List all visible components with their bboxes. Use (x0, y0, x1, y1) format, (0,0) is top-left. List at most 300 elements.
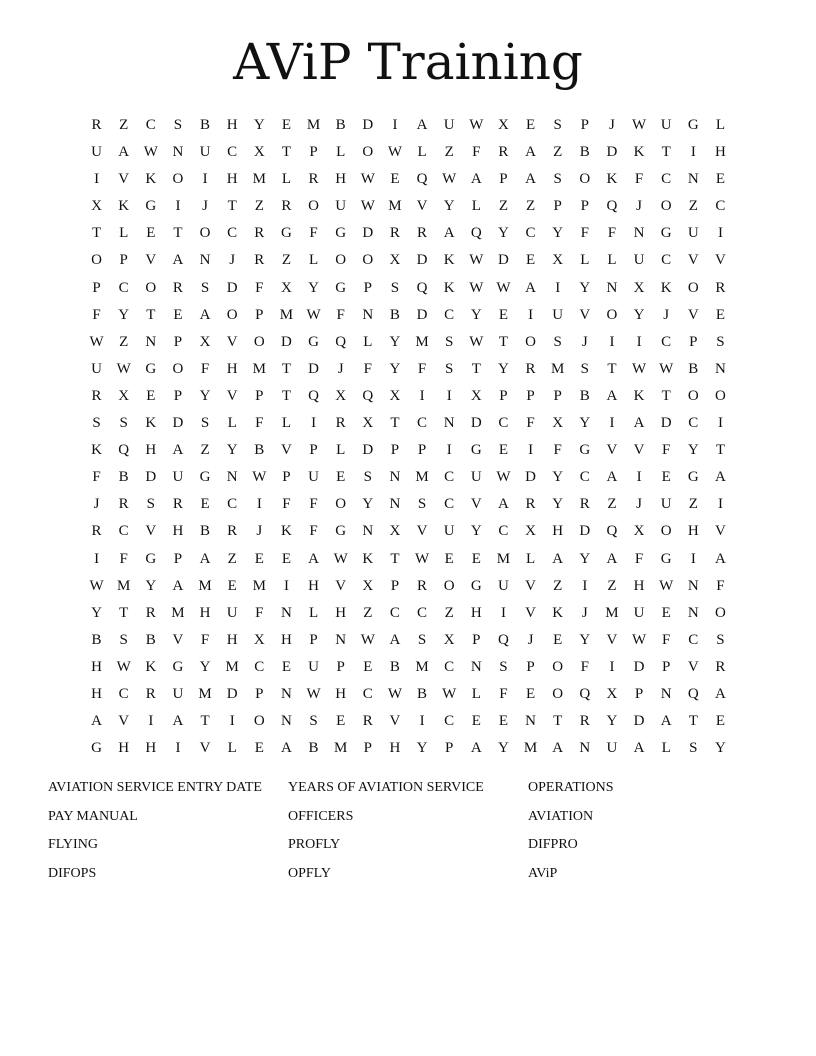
grid-cell: P (119, 252, 128, 269)
grid-cell: A (660, 713, 672, 730)
grid-cell: G (335, 523, 347, 540)
grid-cell: I (175, 198, 181, 215)
grid-cell: Y (253, 117, 265, 133)
grid-cell: Y (308, 279, 319, 296)
grid-cell: W (116, 360, 131, 377)
grid-cell: W (659, 577, 674, 594)
grid-cell: R (417, 225, 428, 242)
grid-cell: V (199, 740, 211, 757)
grid-cell: O (91, 252, 102, 269)
grid-row (83, 735, 734, 762)
grid-cell: G (579, 442, 591, 459)
grid-cell: F (580, 658, 589, 675)
grid-cell: B (200, 117, 211, 133)
grid-cell: C (444, 658, 455, 675)
grid-cell: Y (498, 740, 509, 757)
grid-cell: I (446, 442, 452, 459)
grid-cell: E (363, 658, 373, 675)
grid-cell: C (498, 523, 509, 540)
word-list-item: AVIATION SERVICE ENTRY DATE (48, 780, 262, 795)
grid-cell: Y (498, 225, 509, 242)
grid-cell: R (498, 144, 509, 161)
grid-cell: I (636, 469, 642, 486)
grid-cell: H (91, 685, 102, 702)
grid-cell: K (91, 442, 102, 459)
grid-cell: E (254, 550, 264, 567)
grid-cell: P (526, 658, 535, 675)
grid-cell: W (414, 550, 430, 567)
grid-cell: O (552, 685, 564, 702)
page-title: AViP Training (233, 33, 583, 91)
grid-cell: K (362, 550, 374, 567)
grid-cell: B (118, 469, 129, 486)
grid-cell: P (445, 740, 454, 757)
grid-cell: A (308, 550, 319, 567)
grid-cell: Z (254, 198, 264, 215)
grid-row (83, 708, 734, 735)
grid-cell: S (390, 279, 400, 296)
grid-cell: Y (118, 306, 130, 323)
grid-cell: R (254, 225, 265, 242)
grid-cell: L (580, 252, 590, 269)
grid-cell: H (145, 442, 157, 459)
grid-cell: Y (226, 442, 238, 459)
grid-cell: F (363, 360, 372, 377)
grid-cell: T (146, 306, 156, 323)
grid-row (83, 329, 734, 356)
grid-cell: X (253, 144, 265, 161)
grid-cell: J (93, 496, 100, 513)
grid-cell: B (688, 360, 699, 377)
grid-cell: A (416, 117, 428, 133)
grid-cell: Y (498, 360, 509, 377)
grid-cell: Y (443, 198, 455, 215)
grid-cell: V (470, 496, 482, 513)
grid-cell: M (171, 604, 185, 621)
word-list-item: OPFLY (288, 865, 331, 881)
grid-cell: B (335, 117, 346, 133)
grid-cell: Y (199, 387, 211, 404)
grid-row (83, 139, 734, 166)
grid-cell: F (580, 225, 589, 242)
grid-cell: T (281, 360, 292, 377)
grid-cell: R (389, 225, 400, 242)
grid-cell: E (336, 469, 346, 486)
grid-cell: S (553, 333, 562, 350)
grid-cell: Y (579, 631, 591, 648)
grid-cell: B (308, 740, 319, 757)
grid-row (83, 491, 734, 518)
grid-cell: W (496, 469, 511, 486)
grid-cell: R (172, 279, 183, 296)
grid-cell: A (389, 631, 401, 648)
grid-cell: O (199, 225, 211, 242)
grid-cell: K (443, 252, 455, 269)
grid-cell: G (335, 279, 347, 296)
grid-cell: Y (362, 496, 374, 513)
grid-cell: P (309, 442, 318, 459)
grid-cell: S (363, 469, 372, 486)
grid-cell: Z (688, 198, 698, 215)
grid-cell: G (308, 333, 319, 350)
grid-cell: P (363, 279, 372, 296)
grid-cell: M (334, 740, 348, 757)
grid-cell: F (417, 360, 427, 377)
grid-cell: R (335, 415, 346, 432)
grid-cell: W (116, 658, 131, 675)
grid-cell: Q (416, 279, 428, 296)
grid-cell: V (226, 387, 238, 404)
grid-cell: N (172, 144, 184, 161)
grid-cell: D (525, 469, 536, 486)
grid-cell: F (472, 144, 481, 161)
grid-cell: Y (145, 577, 157, 594)
grid-cell: Z (553, 144, 563, 161)
grid-cell: M (415, 469, 429, 486)
grid-cell: I (229, 713, 235, 730)
grid-cell: A (281, 740, 292, 757)
grid-cell: H (226, 117, 238, 133)
grid-cell: Z (444, 604, 454, 621)
grid-cell: Z (444, 144, 454, 161)
grid-cell: Z (119, 333, 129, 350)
grid-row (83, 518, 734, 545)
grid-cell: Z (281, 252, 292, 269)
grid-cell: W (496, 279, 511, 296)
grid-cell: F (499, 685, 508, 702)
grid-cell: K (281, 523, 292, 540)
grid-cell: F (92, 469, 101, 486)
grid-cell: E (498, 442, 509, 459)
grid-row (83, 112, 734, 139)
grid-cell: U (172, 685, 184, 702)
grid-cell: R (362, 713, 373, 730)
grid-cell: X (362, 577, 374, 594)
grid-cell: S (173, 117, 183, 133)
grid-cell: N (443, 415, 455, 432)
grid-cell: P (336, 658, 345, 675)
grid-cell: Z (119, 117, 129, 133)
grid-cell: H (145, 740, 157, 757)
grid-cell: S (445, 333, 454, 350)
grid-cell: X (498, 117, 509, 133)
grid-cell: O (226, 306, 238, 323)
grid-cell: A (199, 550, 211, 567)
grid-cell: G (687, 469, 699, 486)
grid-cell: E (254, 740, 264, 757)
grid-cell: F (309, 523, 318, 540)
grid-cell: W (89, 333, 104, 350)
grid-cell: E (525, 685, 536, 702)
grid-cell: E (471, 550, 481, 567)
grid-cell: W (89, 577, 104, 594)
grid-cell: M (279, 306, 294, 323)
grid-cell: K (145, 415, 157, 432)
grid-cell: C (688, 631, 699, 648)
grid-cell: B (91, 631, 102, 648)
grid-cell: T (281, 144, 292, 161)
grid-cell: H (335, 685, 347, 702)
grid-cell: M (198, 577, 212, 594)
grid-cell: E (553, 631, 563, 648)
grid-cell: M (415, 333, 429, 350)
grid-cell: W (306, 685, 321, 702)
grid-cell: Q (470, 225, 482, 242)
grid-row (83, 681, 734, 708)
grid-cell: F (662, 442, 671, 459)
grid-cell: J (256, 523, 263, 540)
grid-cell: S (553, 171, 562, 188)
grid-cell: W (469, 252, 484, 269)
grid-cell: L (119, 225, 129, 242)
grid-cell: F (336, 306, 345, 323)
grid-cell: E (715, 171, 726, 188)
grid-cell: O (145, 279, 157, 296)
grid-cell: O (443, 577, 455, 594)
grid-cell: D (660, 415, 672, 432)
grid-cell: S (119, 631, 128, 648)
grid-cell: R (715, 279, 726, 296)
grid-cell: E (661, 604, 671, 621)
grid-cell: K (145, 171, 157, 188)
grid-cell: G (199, 469, 211, 486)
grid-cell: J (337, 360, 344, 377)
grid-cell: Q (606, 523, 618, 540)
grid-cell: S (146, 496, 155, 513)
grid-cell: V (416, 523, 428, 540)
grid-cell: O (552, 658, 564, 675)
grid-cell: U (498, 577, 509, 594)
grid-cell: N (687, 604, 699, 621)
grid-cell: P (309, 144, 318, 161)
grid-cell: C (498, 415, 509, 432)
grid-cell: L (661, 740, 671, 757)
grid-cell: C (661, 333, 672, 350)
word-search-grid (83, 112, 734, 762)
grid-cell: T (661, 387, 671, 404)
grid-cell: E (281, 550, 292, 567)
grid-cell: M (388, 198, 402, 215)
grid-cell: I (148, 713, 154, 730)
grid-cell: E (336, 713, 346, 730)
grid-cell: P (390, 442, 400, 459)
grid-cell: E (444, 550, 454, 567)
grid-cell: P (282, 469, 291, 486)
grid-cell: S (417, 496, 427, 513)
grid-cell: M (415, 658, 429, 675)
grid-cell: K (606, 171, 618, 188)
grid-cell: H (281, 631, 292, 648)
grid-cell: S (689, 740, 698, 757)
grid-cell: N (281, 685, 292, 702)
grid-cell: M (496, 550, 511, 567)
grid-cell: R (579, 713, 590, 730)
grid-cell: K (633, 387, 645, 404)
grid-cell: E (715, 306, 726, 323)
grid-cell: S (417, 631, 427, 648)
grid-cell: R (254, 252, 265, 269)
grid-cell: D (498, 252, 509, 269)
grid-cell: G (281, 225, 292, 242)
grid-cell: P (689, 333, 698, 350)
grid-cell: N (281, 604, 292, 621)
grid-cell: T (688, 713, 698, 730)
grid-cell: Y (389, 360, 401, 377)
grid-cell: J (581, 604, 588, 621)
grid-cell: Y (579, 415, 591, 432)
grid-cell: F (309, 496, 318, 513)
grid-cell: O (687, 387, 699, 404)
grid-cell: Y (552, 496, 564, 513)
grid-cell: E (227, 577, 237, 594)
grid-cell: T (471, 360, 481, 377)
grid-row (83, 573, 734, 600)
grid-cell: P (255, 387, 264, 404)
grid-cell: G (172, 658, 184, 675)
grid-cell: P (255, 306, 264, 323)
grid-cell: O (579, 171, 591, 188)
grid-cell: D (633, 658, 645, 675)
grid-cell: F (634, 550, 644, 567)
grid-cell: W (360, 198, 375, 215)
grid-cell: X (470, 387, 482, 404)
grid-cell: Z (553, 577, 563, 594)
grid-cell: I (446, 387, 452, 404)
grid-cell: L (525, 550, 536, 567)
grid-cell: A (118, 144, 130, 161)
grid-cell: C (227, 144, 238, 161)
grid-cell: U (308, 469, 319, 486)
grid-cell: I (311, 415, 317, 432)
grid-cell: W (306, 306, 321, 323)
grid-cell: V (633, 442, 645, 459)
grid-cell: O (253, 713, 265, 730)
grid-cell: P (173, 387, 183, 404)
grid-cell: V (579, 306, 591, 323)
grid-cell: E (281, 658, 292, 675)
grid-cell: F (716, 577, 725, 594)
grid-cell: R (579, 496, 590, 513)
grid-cell: Q (416, 171, 428, 188)
grid-cell: U (443, 523, 455, 540)
grid-cell: L (336, 144, 346, 161)
grid-cell: I (717, 415, 723, 432)
grid-cell: A (172, 577, 184, 594)
grid-cell: Y (470, 523, 482, 540)
grid-cell: F (662, 631, 671, 648)
grid-cell: E (525, 117, 536, 133)
grid-cell: V (416, 198, 428, 215)
grid-cell: F (119, 550, 128, 567)
grid-cell: I (609, 333, 615, 350)
grid-cell: N (687, 171, 699, 188)
grid-cell: K (443, 279, 455, 296)
grid-cell: E (498, 713, 509, 730)
grid-cell: L (227, 415, 237, 432)
grid-cell: J (581, 333, 588, 350)
grid-cell: J (229, 252, 236, 269)
grid-cell: P (92, 279, 101, 296)
grid-cell: E (200, 496, 210, 513)
grid-cell: A (199, 306, 211, 323)
grid-cell: Y (552, 469, 564, 486)
grid-cell: N (362, 306, 374, 323)
grid-cell: T (227, 198, 237, 215)
grid-cell: U (687, 225, 699, 242)
grid-row (83, 220, 734, 247)
grid-cell: I (636, 333, 642, 350)
grid-cell: Y (389, 333, 401, 350)
grid-cell: V (145, 252, 157, 269)
grid-cell: Z (363, 604, 373, 621)
grid-cell: Q (308, 387, 319, 404)
grid-cell: F (92, 306, 101, 323)
grid-cell: Q (687, 685, 699, 702)
grid-cell: H (335, 171, 347, 188)
grid-cell: X (253, 631, 265, 648)
grid-row (83, 356, 734, 383)
grid-cell: I (256, 496, 262, 513)
grid-cell: S (200, 279, 210, 296)
grid-cell: C (362, 685, 373, 702)
grid-cell: S (553, 117, 562, 133)
grid-cell: R (525, 496, 536, 513)
grid-cell: Z (607, 577, 617, 594)
grid-cell: J (663, 306, 670, 323)
grid-cell: B (389, 658, 400, 675)
grid-cell: V (715, 252, 726, 269)
grid-cell: X (91, 198, 102, 215)
grid-cell: E (281, 117, 292, 133)
grid-cell: O (715, 387, 726, 404)
grid-cell: P (255, 685, 264, 702)
grid-cell: X (633, 279, 645, 296)
grid-cell: W (143, 144, 158, 161)
grid-cell: N (199, 252, 211, 269)
grid-cell: F (200, 631, 210, 648)
grid-cell: K (118, 198, 130, 215)
grid-row (83, 247, 734, 274)
grid-cell: W (631, 631, 647, 648)
grid-cell: G (470, 577, 482, 594)
grid-cell: W (659, 360, 674, 377)
grid-cell: C (389, 604, 400, 621)
grid-row (83, 464, 734, 491)
grid-cell: O (660, 198, 672, 215)
grid-cell: F (255, 279, 264, 296)
grid-row (83, 166, 734, 193)
grid-cell: X (633, 523, 645, 540)
grid-cell: C (227, 496, 238, 513)
grid-cell: J (609, 117, 615, 133)
grid-cell: T (553, 713, 563, 730)
grid-cell: C (118, 523, 129, 540)
grid-cell: I (690, 144, 696, 161)
grid-cell: T (91, 225, 102, 242)
grid-cell: U (91, 360, 102, 377)
grid-row (83, 546, 734, 573)
grid-cell: N (362, 523, 374, 540)
grid-cell: X (362, 415, 374, 432)
grid-cell: A (498, 496, 509, 513)
grid-cell: P (499, 171, 508, 188)
grid-cell: H (633, 577, 645, 594)
grid-cell: A (172, 252, 184, 269)
grid-cell: H (226, 171, 238, 188)
grid-cell: A (715, 685, 726, 702)
grid-cell: W (333, 550, 348, 567)
grid-cell: H (715, 144, 726, 161)
